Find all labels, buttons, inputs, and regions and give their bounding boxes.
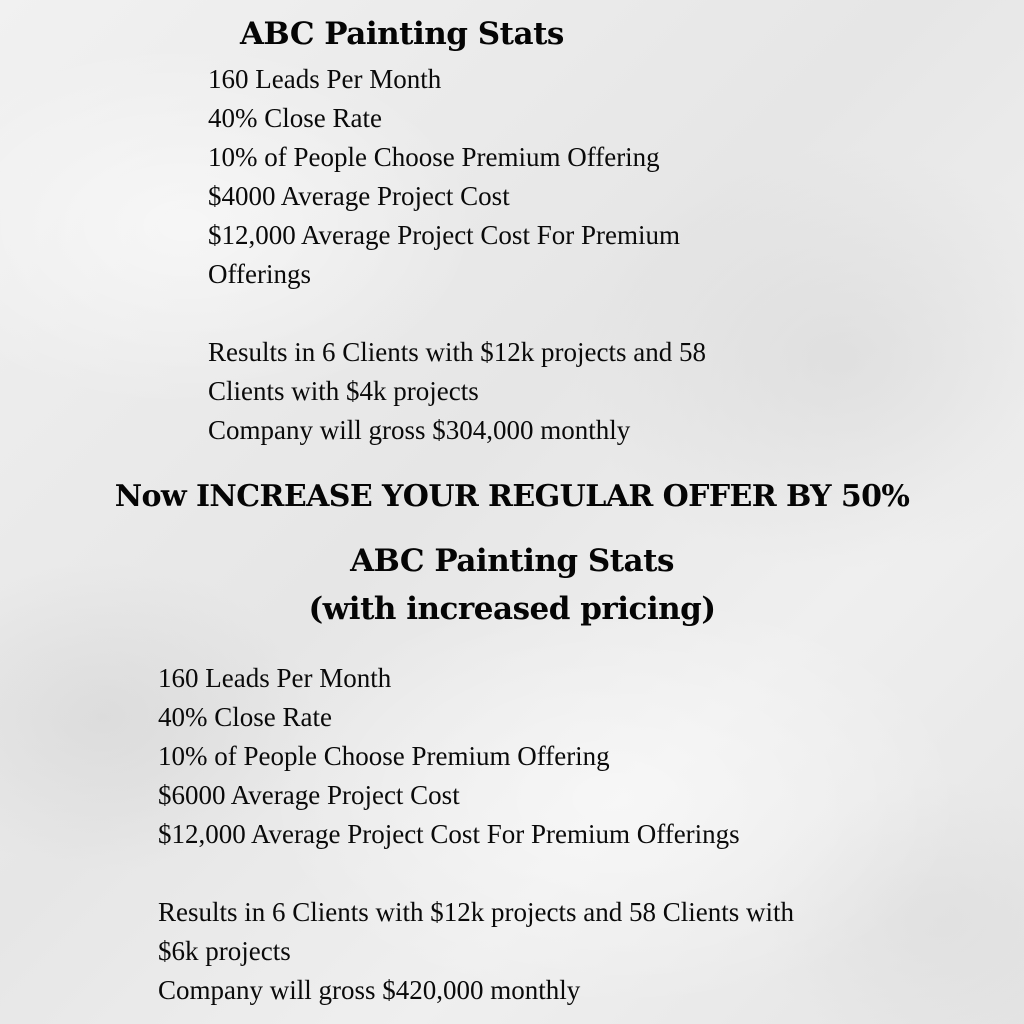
section2-results: [158, 893, 794, 1010]
section1-stat-leads: 160 Leads Per Month: [208, 64, 442, 94]
section1-gross-line: Company will gross $304,000 monthly: [208, 415, 631, 445]
section1-stat-premium-cost-cont: Offerings: [208, 259, 311, 289]
section1-stat-premium-cost: $12,000 Average Project Cost For Premium: [208, 220, 680, 250]
section1-stat-close-rate: 40% Close Rate: [208, 103, 382, 133]
section1-results: [208, 333, 706, 450]
section2-title: [0, 537, 1024, 633]
section2-result-line: Results in 6 Clients with $12k projects and 58 Clients with: [158, 897, 794, 927]
section2-gross-line: Company will gross $420,000 monthly: [158, 975, 581, 1005]
section1-stats-list: [208, 60, 680, 294]
section1-title: ABC Painting Stats: [240, 16, 564, 52]
section2-title-line1: ABC Painting Stats: [350, 543, 674, 579]
section1-stat-avg-cost: $4000 Average Project Cost: [208, 181, 510, 211]
section2-stat-close-rate: 40% Close Rate: [158, 702, 332, 732]
section1-stat-premium-share: 10% of People Choose Premium Offering: [208, 142, 660, 172]
section2-result-line: $6k projects: [158, 936, 291, 966]
section2-title-line2: (with increased pricing): [308, 591, 716, 627]
section2-stats-list: [158, 659, 740, 854]
section2-stat-avg-cost: $6000 Average Project Cost: [158, 780, 460, 810]
section2-stat-premium-cost: $12,000 Average Project Cost For Premium Offerings: [158, 819, 740, 849]
section2-stat-leads: 160 Leads Per Month: [158, 663, 392, 693]
section1-result-line: Clients with $4k projects: [208, 376, 479, 406]
section1-result-line: Results in 6 Clients with $12k projects and 58: [208, 337, 706, 367]
increase-offer-callout: Now INCREASE YOUR REGULAR OFFER BY 50%: [114, 479, 910, 514]
section2-stat-premium-share: 10% of People Choose Premium Offering: [158, 741, 610, 771]
